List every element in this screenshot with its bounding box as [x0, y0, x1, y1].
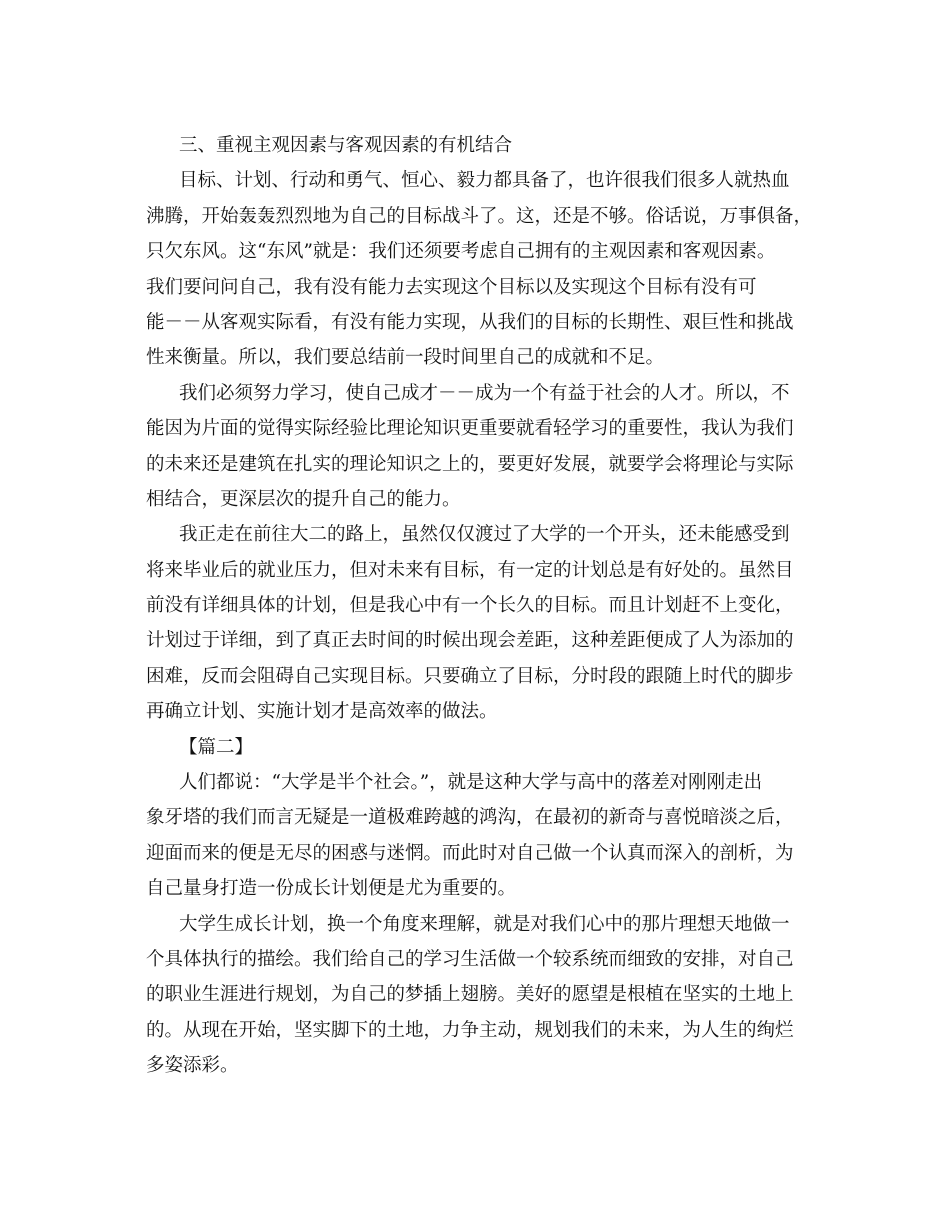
paragraph-line: 再确立计划、实施计划才是高效率的做法。 [146, 701, 498, 723]
paragraph-line: 的未来还是建筑在扎实的理论知识之上的，要更好发展，就要学会将理论与实际 [146, 453, 794, 475]
part-heading: 【篇二】 [179, 736, 254, 758]
paragraph-line: 我们要问问自己，我有没有能力去实现这个目标以及实现这个目标有没有可 [146, 276, 757, 298]
paragraph-line: 我正走在前往大二的路上，虽然仅仅渡过了大学的一个开头，还未能感受到 [179, 524, 790, 546]
paragraph-line: 目标、计划、行动和勇气、恒心、毅力都具备了，也许很我们很多人就热血 [179, 170, 790, 192]
paragraph-line: 自己量身打造一份成长计划便是尤为重要的。 [146, 878, 517, 900]
paragraph-line: 个具体执行的描绘。我们给自己的学习生活做一个较系统而细致的安排，对自己 [146, 948, 794, 970]
paragraph-line: 能因为片面的觉得实际经验比理论知识更重要就看轻学习的重要性，我认为我们 [146, 418, 794, 440]
paragraph-line: 迎面而来的便是无尽的困惑与迷惘。而此时对自己做一个认真而深入的剖析，为 [146, 842, 794, 864]
paragraph-line: 的职业生涯进行规划，为自己的梦插上翅膀。美好的愿望是根植在坚实的土地上 [146, 984, 794, 1006]
paragraph-line: 象牙塔的我们而言无疑是一道极难跨越的鸿沟，在最初的新奇与喜悦暗淡之后， [146, 807, 794, 829]
paragraph-line: 只欠东风。这“东风”就是：我们还须要考虑自己拥有的主观因素和客观因素。 [146, 241, 776, 263]
document-body [146, 128, 813, 1084]
paragraph-line: 多姿添彩。 [146, 1055, 239, 1077]
paragraph-line: 困难，反而会阻碍自己实现目标。只要确立了目标，分时段的跟随上时代的脚步 [146, 665, 794, 687]
paragraph-line: 相结合，更深层次的提升自己的能力。 [146, 488, 461, 510]
paragraph-line: 的。从现在开始，坚实脚下的土地，力争主动，规划我们的未来，为人生的绚烂 [146, 1019, 794, 1041]
paragraph-line: 前没有详细具体的计划，但是我心中有一个长久的目标。而且计划赶不上变化， [146, 595, 794, 617]
paragraph-line: 计划过于详细，到了真正去时间的时候出现会差距，这种差距便成了人为添加的 [146, 630, 794, 652]
paragraph-line: 大学生成长计划，换一个角度来理解，就是对我们心中的那片理想天地做一 [179, 913, 790, 935]
section-heading: 三、重视主观因素与客观因素的有机结合 [179, 135, 513, 156]
paragraph-line: 将来毕业后的就业压力，但对未来有目标，有一定的计划总是有好处的。虽然目 [146, 559, 794, 581]
paragraph-line: 人们都说：“大学是半个社会。”，就是这种大学与高中的落差对刚刚走出 [179, 772, 763, 794]
paragraph-line: 我们必须努力学习，使自己成才－－成为一个有益于社会的人才。所以，不 [179, 382, 790, 404]
paragraph-line: 性来衡量。所以，我们要总结前一段时间里自己的成就和不足。 [146, 347, 665, 369]
paragraph-line: 沸腾，开始轰轰烈烈地为自己的目标战斗了。这，还是不够。俗话说，万事俱备， [146, 205, 813, 227]
paragraph-line: 能－－从客观实际看，有没有能力实现，从我们的目标的长期性、艰巨性和挑战 [146, 311, 794, 333]
